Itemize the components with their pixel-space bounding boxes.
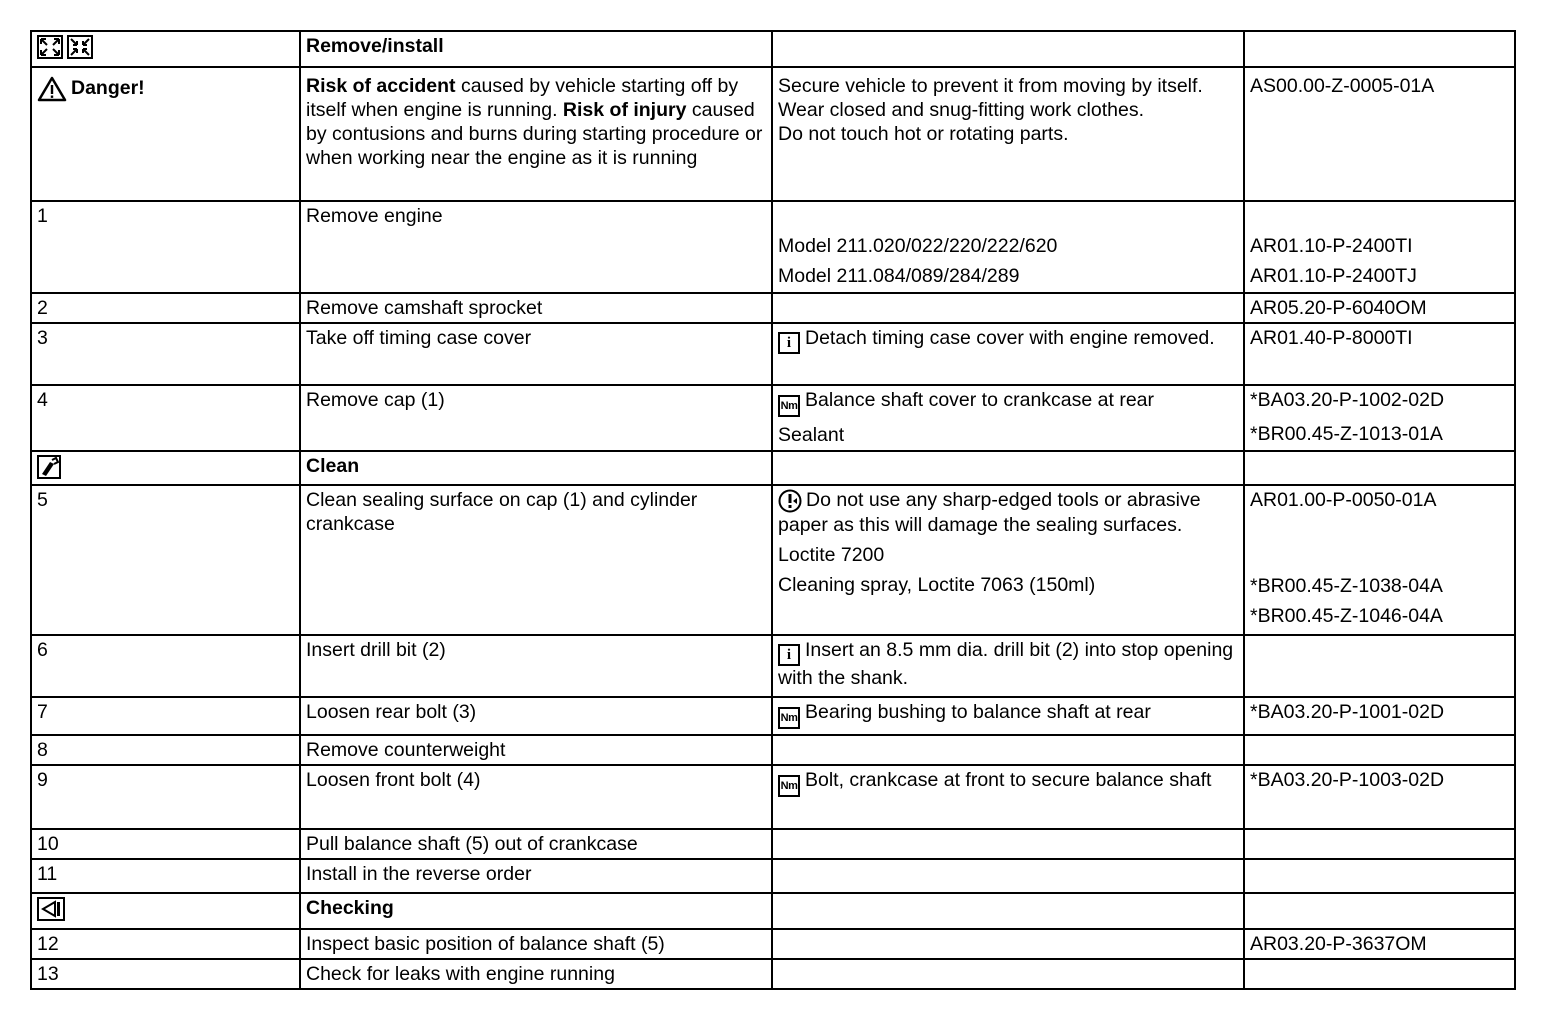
torque-icon: Nm bbox=[778, 707, 800, 729]
step-note: Bearing bushing to balance shaft at rear bbox=[805, 701, 1151, 723]
step-number: 9 bbox=[31, 765, 300, 829]
table-row bbox=[31, 451, 1515, 485]
step-number: 2 bbox=[31, 293, 300, 323]
doc-ref: *BR00.45-Z-1038-04A bbox=[1250, 575, 1443, 597]
table-row bbox=[31, 929, 1515, 959]
step-note: Detach timing case cover with engine removed. bbox=[805, 327, 1215, 349]
step-action: Remove cap (1) bbox=[300, 385, 772, 451]
doc-ref: *BR00.45-Z-1013-01A bbox=[1250, 423, 1443, 445]
table-row bbox=[31, 635, 1515, 697]
step-action: Loosen front bolt (4) bbox=[300, 765, 772, 829]
step-note: Cleaning spray, Loctite 7063 (150ml) bbox=[778, 573, 1096, 596]
info-icon: i bbox=[778, 332, 800, 354]
step-action: Loosen rear bolt (3) bbox=[300, 697, 772, 735]
doc-ref: AR05.20-P-6040OM bbox=[1244, 293, 1515, 323]
step-number: 6 bbox=[31, 635, 300, 697]
caution-icon bbox=[778, 489, 802, 513]
step-action: Clean sealing surface on cap (1) and cylinder crankcase bbox=[300, 485, 772, 635]
step-number: 13 bbox=[31, 959, 300, 989]
step-number: 12 bbox=[31, 929, 300, 959]
table-row bbox=[31, 735, 1515, 765]
risk-injury-text: Risk of injury bbox=[562, 99, 687, 121]
danger-measures bbox=[772, 67, 1244, 201]
doc-ref: *BR00.45-Z-1046-04A bbox=[1250, 605, 1443, 627]
table-row bbox=[31, 67, 1515, 201]
table-row bbox=[31, 893, 1515, 929]
checking-icon bbox=[37, 897, 65, 921]
table-row bbox=[31, 829, 1515, 859]
expand-arrows-icon bbox=[37, 35, 63, 59]
warning-triangle-icon bbox=[37, 76, 67, 102]
step-note: Insert an 8.5 mm dia. drill bit (2) into stop opening with the shank. bbox=[778, 639, 1234, 689]
risk-accident-text: Risk of accident bbox=[306, 75, 456, 97]
step-number: 3 bbox=[31, 323, 300, 385]
doc-ref: *BA03.20-P-1003-02D bbox=[1244, 765, 1515, 829]
step-number: 7 bbox=[31, 697, 300, 735]
step-number: 10 bbox=[31, 829, 300, 859]
measure-line: Wear closed and snug-fitting work clothes. bbox=[778, 99, 1144, 121]
procedure-table bbox=[30, 30, 1516, 990]
torque-icon: Nm bbox=[778, 395, 800, 417]
section-title-remove-install: Remove/install bbox=[300, 31, 772, 67]
risk-injury-detail: caused by contusions and burns during starting procedure or when working near the engine as it is running bbox=[306, 99, 763, 169]
step-action: Insert drill bit (2) bbox=[300, 635, 772, 697]
model-line: Model 211.084/089/284/289 bbox=[778, 265, 1020, 287]
step-action: Install in the reverse order bbox=[300, 859, 772, 893]
doc-ref: *BA03.20-P-1001-02D bbox=[1244, 697, 1515, 735]
step-action: Pull balance shaft (5) out of crankcase bbox=[300, 829, 772, 859]
measure-line: Secure vehicle to prevent it from moving by itself. bbox=[778, 75, 1203, 97]
table-row bbox=[31, 697, 1515, 735]
table-row bbox=[31, 201, 1515, 293]
doc-ref: AR01.10-P-2400TI bbox=[1250, 235, 1413, 257]
risk-accident-detail: caused by vehicle starting off by itself when engine is running. bbox=[306, 75, 739, 121]
step-number: 5 bbox=[31, 485, 300, 635]
danger-description bbox=[300, 67, 772, 201]
measure-line: Do not touch hot or rotating parts. bbox=[778, 123, 1069, 145]
table-row bbox=[31, 485, 1515, 635]
step-action: Check for leaks with engine running bbox=[300, 959, 772, 989]
step-number: 1 bbox=[31, 201, 300, 293]
step-number: 11 bbox=[31, 859, 300, 893]
step-number: 4 bbox=[31, 385, 300, 451]
table-row bbox=[31, 293, 1515, 323]
step-action: Take off timing case cover bbox=[300, 323, 772, 385]
contract-arrows-icon bbox=[67, 35, 93, 59]
info-icon: i bbox=[778, 644, 800, 666]
step-action: Remove counterweight bbox=[300, 735, 772, 765]
danger-label: Danger! bbox=[71, 77, 145, 100]
step-number: 8 bbox=[31, 735, 300, 765]
step-note: Do not use any sharp-edged tools or abrasive paper as this will damage the sealing surfaces. bbox=[778, 489, 1201, 536]
step-action: Inspect basic position of balance shaft (5) bbox=[300, 929, 772, 959]
torque-icon: Nm bbox=[778, 775, 800, 797]
step-note: Loctite 7200 bbox=[778, 543, 885, 566]
doc-ref: AR03.20-P-3637OM bbox=[1244, 929, 1515, 959]
section-title-checking: Checking bbox=[300, 893, 772, 929]
doc-ref: AR01.00-P-0050-01A bbox=[1250, 489, 1437, 511]
step-action: Remove engine bbox=[300, 201, 772, 293]
doc-ref: *BA03.20-P-1002-02D bbox=[1250, 389, 1445, 411]
table-row bbox=[31, 859, 1515, 893]
table-row bbox=[31, 31, 1515, 67]
table-row bbox=[31, 765, 1515, 829]
doc-ref: AR01.10-P-2400TJ bbox=[1250, 265, 1417, 287]
step-note: Sealant bbox=[778, 424, 845, 446]
step-note: Bolt, crankcase at front to secure balance shaft bbox=[805, 769, 1212, 791]
table-row bbox=[31, 323, 1515, 385]
doc-ref: AR01.40-P-8000TI bbox=[1244, 323, 1515, 385]
table-row bbox=[31, 385, 1515, 451]
table-row bbox=[31, 959, 1515, 989]
step-action: Remove camshaft sprocket bbox=[300, 293, 772, 323]
model-line: Model 211.020/022/220/222/620 bbox=[778, 235, 1058, 257]
step-note: Balance shaft cover to crankcase at rear bbox=[805, 389, 1155, 411]
clean-icon bbox=[37, 455, 61, 479]
danger-ref: AS00.00-Z-0005-01A bbox=[1244, 67, 1515, 201]
section-title-clean: Clean bbox=[300, 451, 772, 485]
